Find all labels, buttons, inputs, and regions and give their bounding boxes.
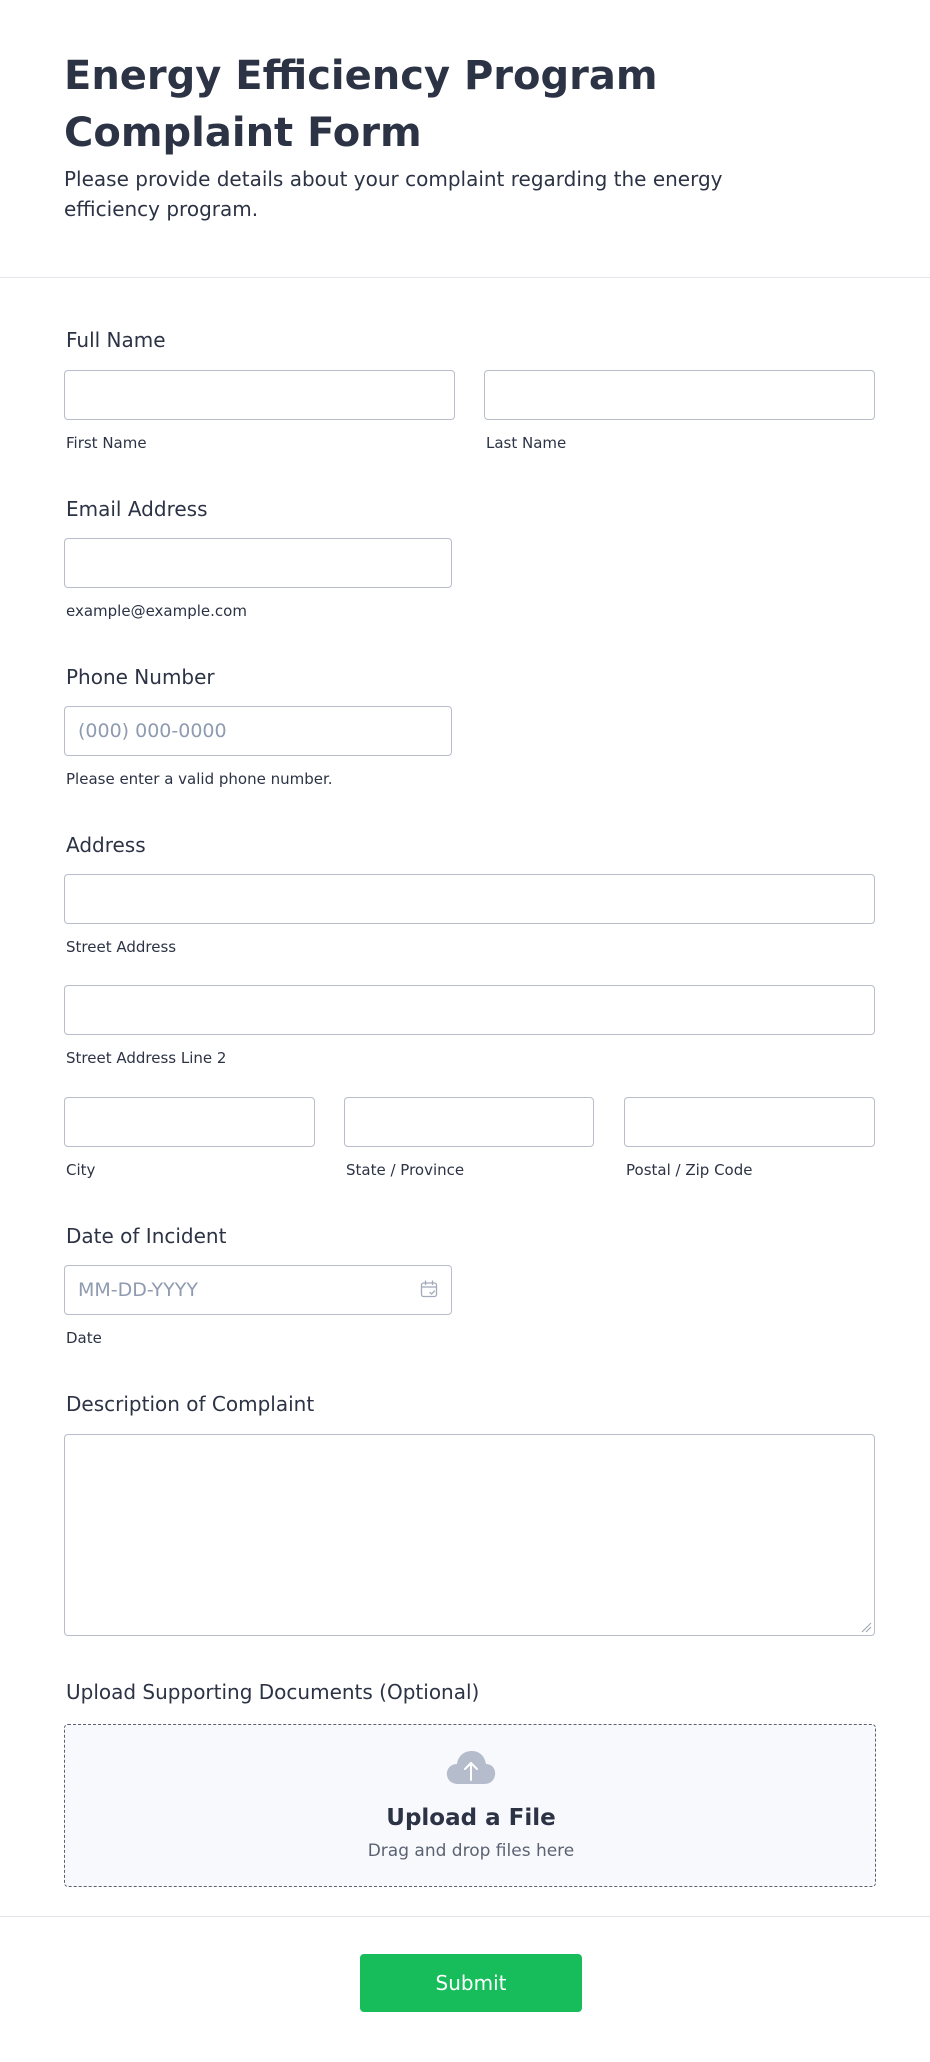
phone-input[interactable]: [64, 706, 452, 756]
cloud-upload-icon: [446, 1750, 496, 1786]
state-sublabel: State / Province: [346, 1161, 465, 1179]
street-address-sublabel: Street Address: [66, 938, 177, 956]
email-label: Email Address: [66, 497, 208, 521]
incident-date-input[interactable]: [64, 1265, 452, 1315]
upload-label: Upload Supporting Documents (Optional): [66, 1680, 480, 1704]
incident-date-label: Date of Incident: [66, 1224, 227, 1248]
zip-input[interactable]: [624, 1097, 875, 1147]
full-name-label: Full Name: [66, 328, 166, 352]
email-input[interactable]: [64, 538, 452, 588]
form-header: [0, 0, 930, 278]
last-name-sublabel: Last Name: [486, 434, 567, 452]
street-address-input[interactable]: [64, 874, 875, 924]
submit-button[interactable]: Submit: [360, 1954, 582, 2012]
description-textarea[interactable]: [64, 1434, 875, 1636]
email-hint: example@example.com: [66, 602, 247, 620]
city-sublabel: City: [66, 1161, 96, 1179]
file-upload-dropzone[interactable]: [64, 1724, 876, 1887]
form-title: Energy Efficiency Program Complaint Form: [64, 53, 658, 156]
address-label: Address: [66, 833, 146, 857]
first-name-input[interactable]: [64, 370, 455, 420]
phone-hint: Please enter a valid phone number.: [66, 770, 333, 788]
state-input[interactable]: [344, 1097, 594, 1147]
description-label: Description of Complaint: [66, 1392, 315, 1416]
resize-grip-icon[interactable]: [860, 1621, 872, 1633]
city-input[interactable]: [64, 1097, 315, 1147]
calendar-icon[interactable]: [420, 1280, 438, 1298]
street-address-line2-sublabel: Street Address Line 2: [66, 1049, 227, 1067]
form-subtitle: Please provide details about your complaint regarding the energy efficiency program.: [64, 167, 723, 221]
first-name-sublabel: First Name: [66, 434, 147, 452]
upload-subtitle: Drag and drop files here: [367, 1841, 575, 1861]
upload-title: Upload a File: [386, 1805, 556, 1831]
incident-date-hint: Date: [66, 1329, 102, 1347]
zip-sublabel: Postal / Zip Code: [626, 1161, 753, 1179]
footer-divider: [0, 1916, 930, 1917]
last-name-input[interactable]: [484, 370, 875, 420]
street-address-line2-input[interactable]: [64, 985, 875, 1035]
phone-label: Phone Number: [66, 665, 215, 689]
